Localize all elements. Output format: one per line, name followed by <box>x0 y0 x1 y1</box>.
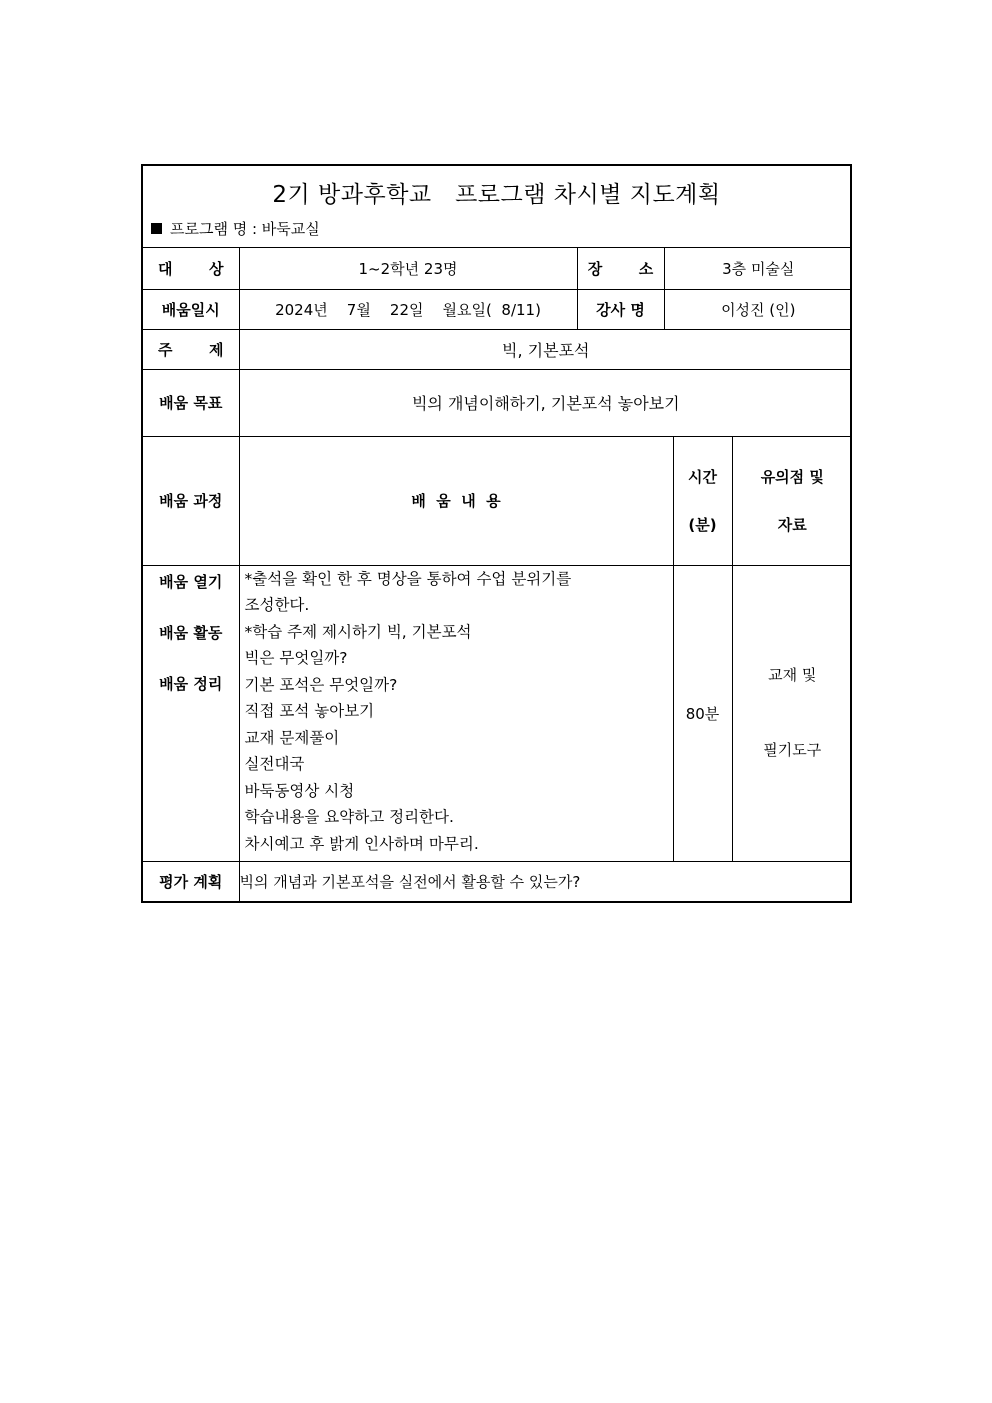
evaluation-value: 빅의 개념과 기본포석을 실전에서 활용할 수 있는가? <box>239 861 852 901</box>
step-activity: 배움 활동 <box>159 623 223 642</box>
content-line: 기본 포석은 무엇일까? <box>244 675 398 694</box>
process-content-header: 배 움 내 용 <box>239 436 673 565</box>
date-value: 2024년 7월 22일 월요일( 8/11) <box>239 289 577 329</box>
content-line: *학습 주제 제시하기 빅, 기본포석 <box>244 622 472 641</box>
note-header-line1: 유의점 및 <box>760 467 824 486</box>
materials-line1: 교재 및 <box>768 666 817 684</box>
goal-label: 배움 목표 <box>143 369 239 436</box>
content-line: 조성한다. <box>244 596 310 614</box>
process-body-row <box>143 565 852 861</box>
goal-row <box>143 369 852 436</box>
content-line: *출석을 확인 한 후 명상을 통하여 수업 분위기를 <box>244 569 572 588</box>
content-line: 바둑동영상 시청 <box>244 781 355 800</box>
target-value: 1~2학년 23명 <box>239 248 577 289</box>
teacher-value: 이성진 (인) <box>664 289 852 329</box>
evaluation-label: 평가 계획 <box>143 861 239 901</box>
content-line: 직접 포석 놓아보기 <box>244 702 375 720</box>
time-header-line2: (분) <box>688 515 717 534</box>
time-value: 80분 <box>673 565 732 861</box>
teacher-label: 강사 명 <box>577 289 664 329</box>
date-row <box>143 289 852 329</box>
process-step-header: 배움 과정 <box>143 436 239 565</box>
time-header-line1: 시간 <box>688 467 717 486</box>
goal-value: 빅의 개념이해하기, 기본포석 놓아보기 <box>239 369 852 436</box>
lesson-plan-table <box>143 248 852 901</box>
program-name-line <box>151 218 320 239</box>
content-line: 교재 문제풀이 <box>244 728 340 747</box>
program-name-label: 프로그램 명 : 바둑교실 <box>170 220 320 238</box>
evaluation-row <box>143 861 852 901</box>
target-row <box>143 248 852 289</box>
process-note-header <box>732 436 852 565</box>
square-bullet-icon <box>151 223 162 234</box>
materials-line2: 필기도구 <box>763 741 822 759</box>
content-line: 차시예고 후 밝게 인사하며 마무리. <box>244 834 479 853</box>
content-line: 빅은 무엇일까? <box>244 649 348 667</box>
content-line: 학습내용을 요약하고 정리한다. <box>244 808 454 826</box>
content-line: 실전대국 <box>244 755 305 773</box>
step-wrapup: 배움 정리 <box>159 674 223 693</box>
date-label: 배움일시 <box>143 289 239 329</box>
target-label: 대 상 <box>143 248 239 289</box>
materials-value <box>732 565 852 861</box>
lesson-plan-sheet <box>141 164 852 903</box>
step-open: 배움 열기 <box>159 572 223 591</box>
process-content-cell <box>239 565 673 861</box>
process-time-header <box>673 436 732 565</box>
topic-row <box>143 329 852 369</box>
place-label: 장 소 <box>577 248 664 289</box>
page-title: 2기 방과후학교 프로그램 차시별 지도계획 <box>272 182 721 208</box>
place-value: 3층 미술실 <box>664 248 852 289</box>
title-block <box>143 166 850 248</box>
topic-label: 주 제 <box>143 329 239 369</box>
process-steps-list <box>143 566 239 719</box>
note-header-line2: 자료 <box>777 515 807 534</box>
topic-value: 빅, 기본포석 <box>239 329 852 369</box>
process-header-row <box>143 436 852 565</box>
process-steps-cell <box>143 565 239 861</box>
